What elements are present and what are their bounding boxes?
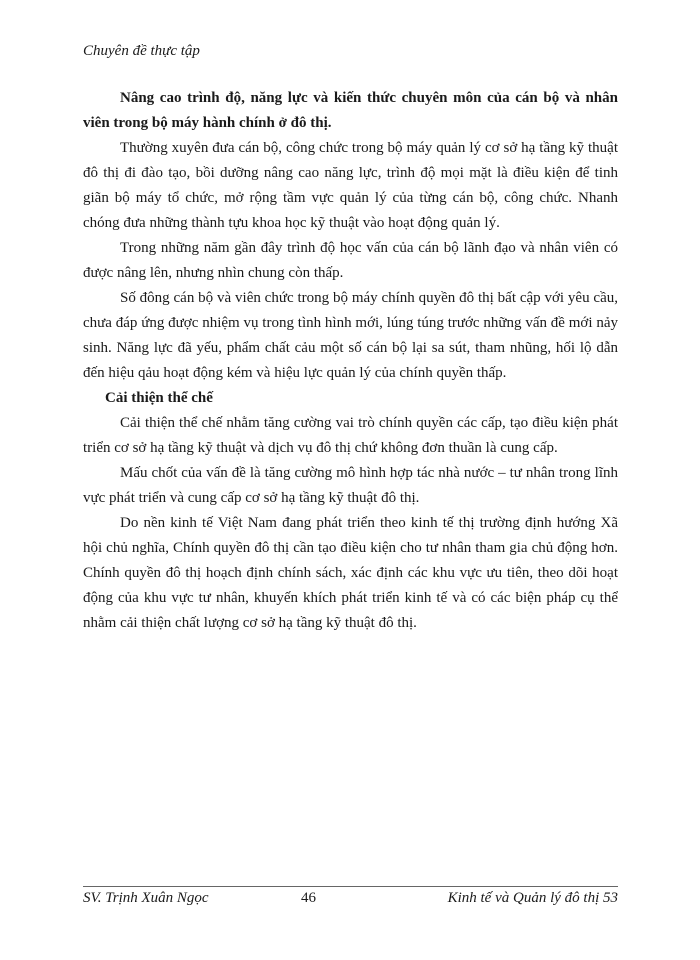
page-number: 46	[301, 890, 316, 906]
page-body	[83, 86, 618, 636]
body-paragraph: Số đông cán bộ và viên chức trong bộ máy chính quyền đô thị bất cập với yêu cầu, chưa đáp ứng được nhiệm vụ trong tình hình mới, lúng túng trước những vấn đề mới nảy sinh. Năng lực đã yếu, phẩm chất cảu một số cán bộ lại sa sút, tham nhũng, hối lộ dẫn đến hiệu qảu hoạt động kém và hiệu lực quản lý của chính quyền thấp.	[83, 290, 618, 381]
footer-author: SV. Trịnh Xuân Ngọc	[83, 890, 209, 906]
subsection-heading: Cải thiện thể chế	[105, 390, 213, 406]
body-paragraph: Do nền kinh tế Việt Nam đang phát triển theo kinh tế thị trường định hướng Xã hội chủ nghĩa, Chính quyền đô thị cần tạo điều kiện cho tư nhân tham gia chủ động hơn. Chính quyền đô thị hoạch định chính sách, xác định các khu vực ưu tiên, theo dõi hoạt động của khu vực tư nhân, khuyến khích phát triển kinh tế và có các biện pháp cụ thể nhằm cải thiện chất lượng cơ sở hạ tầng kỹ thuật đô thị.	[83, 515, 618, 631]
footer-course: Kinh tế và Quản lý đô thị 53	[447, 890, 618, 906]
body-paragraph: Thường xuyên đưa cán bộ, công chức trong bộ máy quản lý cơ sở hạ tầng kỹ thuật đô thị đi đào tạo, bồi dưỡng nâng cao năng lực, trình độ mọi mặt là điều kiện để tinh giãn bộ máy tổ chức, mở rộng tầm vực quản lý của từng cán bộ, công chức. Nhanh chóng đưa những thành tựu khoa học kỹ thuật vào hoạt động quản lý.	[83, 140, 618, 231]
running-header: Chuyên đề thực tập	[83, 43, 200, 59]
body-paragraph: Cải thiện thể chế nhằm tăng cường vai trò chính quyền các cấp, tạo điều kiện phát triển cơ sở hạ tầng kỹ thuật và dịch vụ đô thị chứ không đơn thuần là cung cấp.	[83, 415, 618, 456]
page-footer	[83, 890, 618, 914]
section-heading: Nâng cao trình độ, năng lực và kiến thức chuyên môn của cán bộ và nhân viên trong bộ máy hành chính ở đô thị.	[83, 90, 618, 131]
footer-divider	[83, 886, 618, 887]
body-paragraph: Mấu chốt của vấn đề là tăng cường mô hình hợp tác nhà nước – tư nhân trong lĩnh vực phát triển và cung cấp cơ sở hạ tầng kỹ thuật đô thị.	[83, 465, 618, 506]
body-paragraph: Trong những năm gần đây trình độ học vấn của cán bộ lãnh đạo và nhân viên có được nâng lên, nhưng nhìn chung còn thấp.	[83, 240, 618, 281]
